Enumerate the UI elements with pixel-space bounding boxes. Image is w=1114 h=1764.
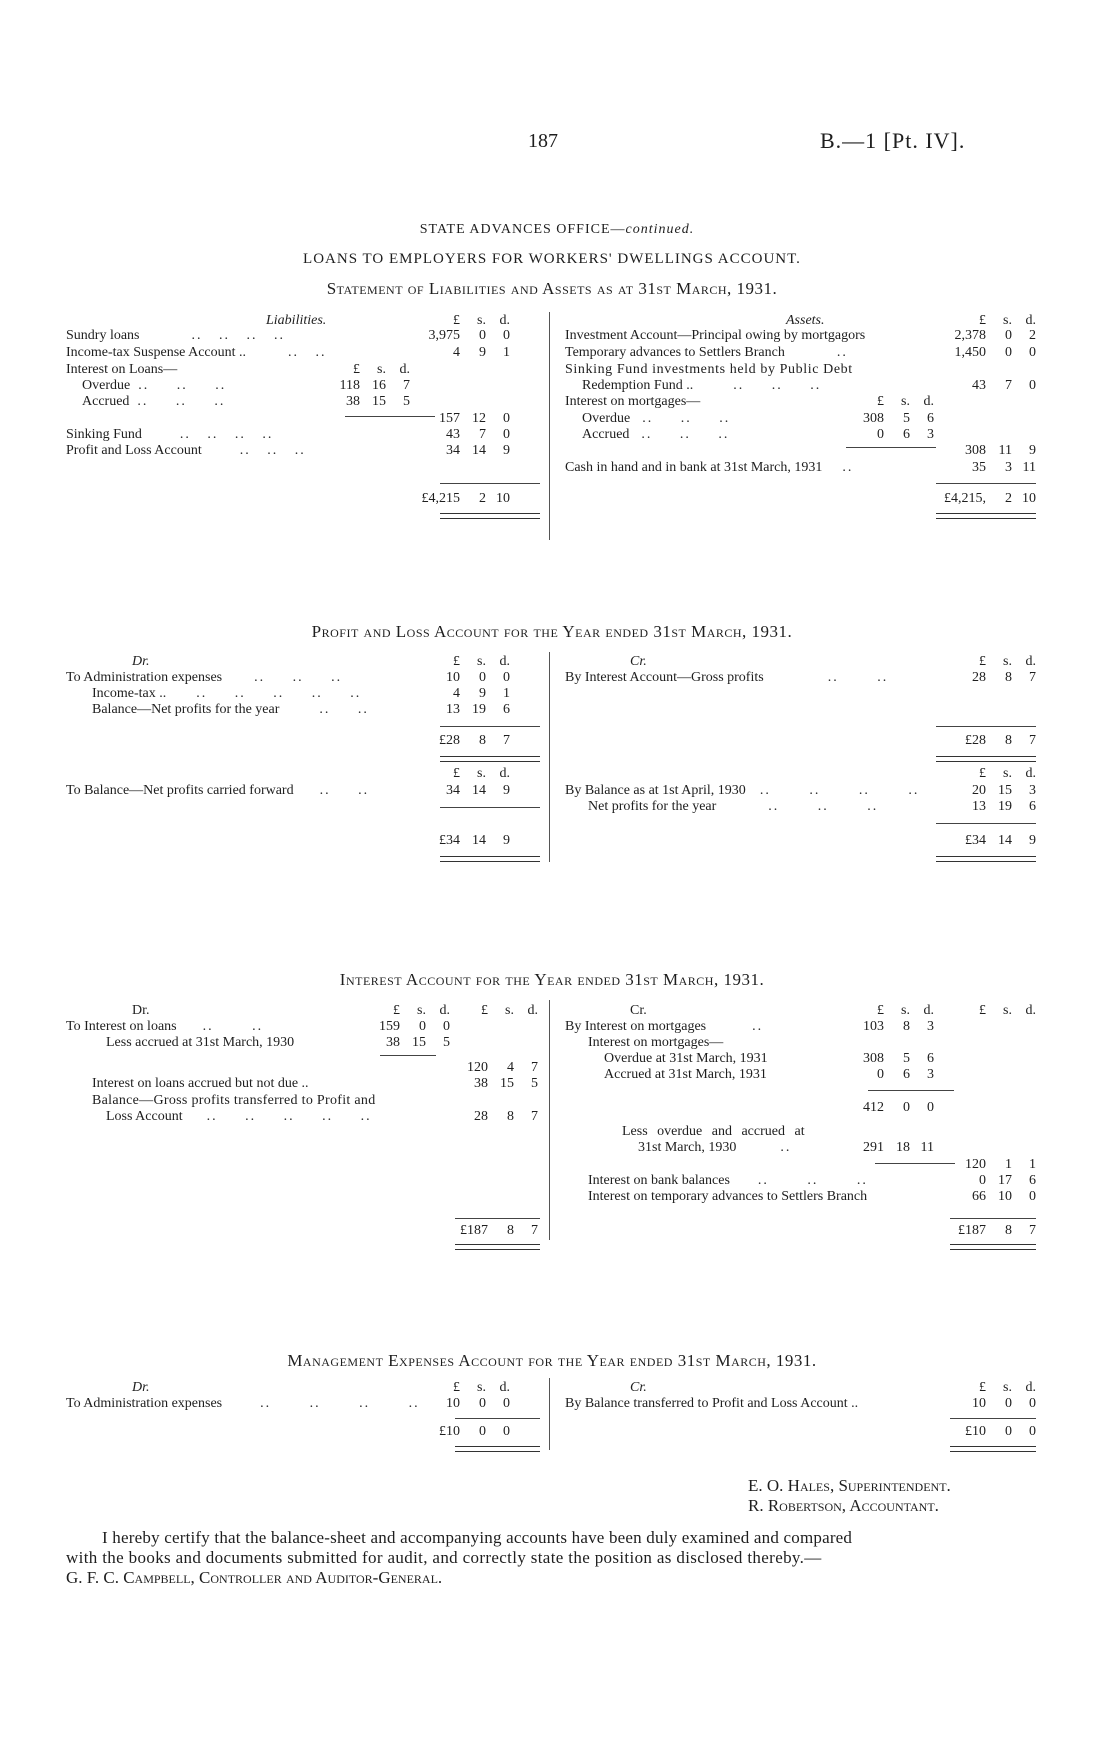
asset-temporary-amount: 1,450 0 0 bbox=[954, 345, 1036, 360]
office-title-continued: continued. bbox=[625, 222, 695, 237]
asset-sinking-label-2: Redemption Fund .. .. .. .. bbox=[582, 378, 822, 393]
ia-cr1-amount: 103 8 3 bbox=[863, 1019, 934, 1034]
asset-investment-label: Investment Account—Principal owing by mortgagors bbox=[565, 328, 866, 343]
mg-dr-column-headers: £ s. d. bbox=[453, 1380, 510, 1395]
pl-dr-total-2: £34 14 9 bbox=[439, 833, 510, 848]
profit-loss-title: Profit and Loss Account for the Year ended 31st March, 1931. bbox=[311, 622, 793, 641]
liab-pl-amount: 34 14 9 bbox=[446, 443, 510, 458]
certification-line-3: G. F. C. Campbell, Controller and Auditor-General. bbox=[66, 1568, 443, 1587]
pl-dr1-label: To Administration expenses .. .. .. bbox=[66, 670, 343, 685]
ia-cr-total-rule bbox=[950, 1218, 1036, 1219]
ia-cr-inner-headers: £ s. d. bbox=[877, 1003, 934, 1018]
balance-sheet-divider bbox=[549, 312, 550, 540]
interest-account-divider bbox=[549, 1000, 550, 1240]
balance-sheet-title: Statement of Liabilities and Assets as at 31st March, 1931. bbox=[326, 279, 778, 298]
pl-dr-column-headers: £ s. d. bbox=[453, 654, 510, 669]
asset-inner-column-headers: £ s. d. bbox=[877, 394, 934, 409]
pl-dr3-label: Balance—Net profits for the year .. .. bbox=[92, 702, 369, 717]
mg-cr-column-headers: £ s. d. bbox=[979, 1380, 1036, 1395]
pl-dr4-amount: 34 14 9 bbox=[446, 783, 510, 798]
asset-investment-amount: 2,378 0 2 bbox=[954, 328, 1036, 343]
ia-cr-sub-rule bbox=[868, 1090, 954, 1091]
ia-cr2-label: Interest on mortgages— bbox=[588, 1035, 724, 1050]
liab-sinking-label: Sinking Fund .. .. .. .. bbox=[66, 427, 274, 442]
asset-accrued-amount: 0 6 3 bbox=[877, 427, 934, 442]
ia-dr3-amount: 38 15 5 bbox=[474, 1076, 538, 1091]
pl-cr-total2-double-rule bbox=[936, 856, 1036, 862]
ia-cr5-amount: 291 18 11 bbox=[863, 1140, 934, 1155]
liab-income-tax-label: Income-tax Suspense Account .. .. .. bbox=[66, 345, 327, 360]
ia-dr4-label-2: Loss Account .. .. .. .. .. bbox=[106, 1109, 372, 1124]
pl-dr2-amount: 4 9 1 bbox=[453, 686, 510, 701]
asset-interest-amount: 308 11 9 bbox=[965, 443, 1036, 458]
liab-total-rule bbox=[440, 483, 540, 484]
ia-cr7-label: Interest on temporary advances to Settlers Branch bbox=[588, 1189, 868, 1204]
ia-cr4-amount: 0 6 3 bbox=[877, 1067, 934, 1082]
mg-cr-heading: Cr. bbox=[630, 1380, 647, 1395]
certification-line-2: with the books and documents submitted for audit, and correctly state the position as disclosed thereby.— bbox=[66, 1548, 822, 1567]
asset-total-rule bbox=[936, 483, 1036, 484]
pl-dr-column-headers-2: £ s. d. bbox=[453, 766, 510, 781]
pl-dr3-amount: 13 19 6 bbox=[446, 702, 510, 717]
ia-cr-sub: 412 0 0 bbox=[863, 1100, 934, 1115]
liab-interest-amount: 157 12 0 bbox=[439, 411, 510, 426]
mg-dr-total-rule bbox=[455, 1418, 540, 1419]
ia-dr4-label-1: Balance—Gross profits transferred to Profit and bbox=[92, 1093, 376, 1108]
interest-account-title: Interest Account for the Year ended 31st March, 1931. bbox=[339, 970, 765, 989]
ia-cr3-label: Overdue at 31st March, 1931 bbox=[604, 1051, 768, 1066]
pl-cr-heading: Cr. bbox=[630, 654, 647, 669]
ia-cr1-label: By Interest on mortgages .. bbox=[565, 1019, 764, 1034]
liab-accrued-amount: 38 15 5 bbox=[346, 394, 410, 409]
pl-dr-total-double-rule bbox=[440, 756, 540, 762]
assets-heading: Assets. bbox=[786, 313, 825, 328]
ia-cr-total-double-rule bbox=[950, 1244, 1036, 1250]
ia-cr6-label: Interest on bank balances .. .. .. bbox=[588, 1173, 868, 1188]
mg-cr-total-rule bbox=[950, 1418, 1036, 1419]
liab-overdue-label: Overdue .. .. .. bbox=[82, 378, 227, 393]
mg-dr-total-double-rule bbox=[455, 1446, 540, 1452]
liabilities-column-headers: £ s. d. bbox=[453, 313, 510, 328]
profit-loss-divider bbox=[549, 652, 550, 862]
pl-dr-heading: Dr. bbox=[132, 654, 150, 669]
liab-pl-label: Profit and Loss Account .. .. .. bbox=[66, 443, 306, 458]
liab-total: £4,215 2 10 bbox=[421, 491, 510, 506]
liab-sundry-label: Sundry loans .. .. .. .. bbox=[66, 328, 285, 343]
liabilities-heading: Liabilities. bbox=[266, 313, 327, 328]
ia-dr-total: £187 8 7 bbox=[460, 1223, 538, 1238]
management-divider bbox=[549, 1378, 550, 1450]
pl-cr1-amount: 28 8 7 bbox=[972, 670, 1036, 685]
liab-interest-label: Interest on Loans— bbox=[66, 362, 178, 377]
asset-overdue-amount: 308 5 6 bbox=[863, 411, 934, 426]
ia-cr7-amount: 66 10 0 bbox=[972, 1189, 1036, 1204]
pl-dr-total2-double-rule bbox=[440, 856, 540, 862]
pl-dr-total2-rule bbox=[440, 807, 540, 808]
liab-total-double-rule bbox=[440, 513, 540, 519]
mg-dr-heading: Dr. bbox=[132, 1380, 150, 1395]
ia-cr3-amount: 308 5 6 bbox=[863, 1051, 934, 1066]
liab-overdue-amount: 118 16 7 bbox=[339, 378, 410, 393]
ia-dr-outer-headers: £ s. d. bbox=[481, 1003, 538, 1018]
assets-column-headers: £ s. d. bbox=[979, 313, 1036, 328]
signature-accountant: R. Robertson, Accountant. bbox=[748, 1496, 939, 1515]
asset-interest-label: Interest on mortgages— bbox=[565, 394, 701, 409]
asset-sinking-amount: 43 7 0 bbox=[972, 378, 1036, 393]
ia-cr-outer-headers: £ s. d. bbox=[979, 1003, 1036, 1018]
mg-cr-total: £10 0 0 bbox=[965, 1424, 1036, 1439]
ia-dr2-amount: 38 15 5 bbox=[386, 1035, 450, 1050]
management-title: Management Expenses Account for the Year ended 31st March, 1931. bbox=[287, 1351, 817, 1370]
ia-cr5-label-1: Less overdue and accrued at bbox=[622, 1124, 805, 1139]
ia-dr1-amount: 159 0 0 bbox=[379, 1019, 450, 1034]
pl-cr2-label: By Balance as at 1st April, 1930 .. .. .. .. bbox=[565, 783, 920, 798]
ia-dr-inner-headers: £ s. d. bbox=[393, 1003, 450, 1018]
pl-dr4-label: To Balance—Net profits carried forward .. .. bbox=[66, 783, 370, 798]
asset-interest-rule bbox=[846, 447, 936, 448]
ia-cr-net: 120 1 1 bbox=[965, 1157, 1036, 1172]
pl-dr-total-rule bbox=[440, 726, 540, 727]
ia-cr6-amount: 0 17 6 bbox=[979, 1173, 1036, 1188]
pl-cr-total-2: £34 14 9 bbox=[965, 833, 1036, 848]
liab-accrued-label: Accrued .. .. .. bbox=[82, 394, 226, 409]
pl-cr2-amount: 20 15 3 bbox=[972, 783, 1036, 798]
ia-dr-heading: Dr. bbox=[132, 1003, 150, 1018]
document-reference: B.—1 [Pt. IV]. bbox=[820, 128, 966, 153]
ia-dr1-label: To Interest on loans .. .. bbox=[66, 1019, 264, 1034]
ia-cr-total: £187 8 7 bbox=[958, 1223, 1036, 1238]
pl-cr-total-rule bbox=[936, 726, 1036, 727]
ia-dr3-label: Interest on loans accrued but not due .. bbox=[92, 1076, 309, 1091]
ia-dr-total-double-rule bbox=[455, 1244, 540, 1250]
asset-overdue-label: Overdue .. .. .. bbox=[582, 411, 731, 426]
asset-total: £4,215, 2 10 bbox=[944, 491, 1036, 506]
signature-superintendent: E. O. Hales, Superintendent. bbox=[748, 1476, 951, 1495]
account-title: LOANS TO EMPLOYERS FOR WORKERS' DWELLINGS ACCOUNT. bbox=[303, 251, 801, 267]
pl-cr-total: £28 8 7 bbox=[965, 733, 1036, 748]
pl-dr2-label: Income-tax .. .. .. .. .. .. bbox=[92, 686, 362, 701]
asset-cash-label: Cash in hand and in bank at 31st March, 1931 .. bbox=[565, 460, 854, 475]
office-title bbox=[0, 222, 1114, 238]
pl-dr-total: £28 8 7 bbox=[439, 733, 510, 748]
asset-sinking-label-1: Sinking Fund investments held by Public Debt bbox=[565, 362, 853, 377]
liab-sundry-amount: 3,975 0 0 bbox=[428, 328, 510, 343]
pl-cr1-label: By Interest Account—Gross profits .. .. bbox=[565, 670, 889, 685]
mg-cr1-amount: 10 0 0 bbox=[972, 1396, 1036, 1411]
mg-dr1-label: To Administration expenses .. .. .. .. bbox=[66, 1396, 420, 1411]
mg-dr1-amount: 10 0 0 bbox=[446, 1396, 510, 1411]
pl-cr-column-headers: £ s. d. bbox=[979, 654, 1036, 669]
mg-dr-total: £10 0 0 bbox=[439, 1424, 510, 1439]
ia-dr4-amount: 28 8 7 bbox=[474, 1109, 538, 1124]
ia-cr-heading: Cr. bbox=[630, 1003, 647, 1018]
pl-cr3-amount: 13 19 6 bbox=[972, 799, 1036, 814]
ia-dr-net: 120 4 7 bbox=[467, 1060, 538, 1075]
pl-cr-total2-rule bbox=[936, 823, 1036, 824]
mg-cr-total-double-rule bbox=[950, 1446, 1036, 1452]
pl-dr1-amount: 10 0 0 bbox=[446, 670, 510, 685]
pl-cr3-label: Net profits for the year .. .. .. bbox=[588, 799, 879, 814]
asset-accrued-label: Accrued .. .. .. bbox=[582, 427, 730, 442]
asset-total-double-rule bbox=[936, 513, 1036, 519]
certification-line-1: I hereby certify that the balance-sheet and accompanying accounts have been duly examined and compared bbox=[102, 1528, 853, 1547]
ia-cr5-label-2: 31st March, 1930 .. bbox=[638, 1140, 792, 1155]
liab-income-tax-amount: 4 9 1 bbox=[453, 345, 510, 360]
ia-cr4-label: Accrued at 31st March, 1931 bbox=[604, 1067, 767, 1082]
ia-dr-inner-rule bbox=[380, 1055, 436, 1056]
pl-cr-column-headers-2: £ s. d. bbox=[979, 766, 1036, 781]
asset-temporary-label: Temporary advances to Settlers Branch .. bbox=[565, 345, 848, 360]
page-number: 187 bbox=[528, 130, 558, 152]
mg-cr1-label: By Balance transferred to Profit and Loss Account .. bbox=[565, 1396, 859, 1411]
asset-cash-amount: 35 3 11 bbox=[972, 460, 1036, 475]
office-title-main: STATE ADVANCES OFFICE— bbox=[419, 222, 626, 237]
liab-sinking-amount: 43 7 0 bbox=[446, 427, 510, 442]
pl-cr-total-double-rule bbox=[936, 756, 1036, 762]
ia-dr-total-rule bbox=[455, 1218, 540, 1219]
ia-dr2-label: Less accrued at 31st March, 1930 bbox=[106, 1035, 295, 1050]
liab-inner-column-headers: £ s. d. bbox=[353, 362, 410, 377]
